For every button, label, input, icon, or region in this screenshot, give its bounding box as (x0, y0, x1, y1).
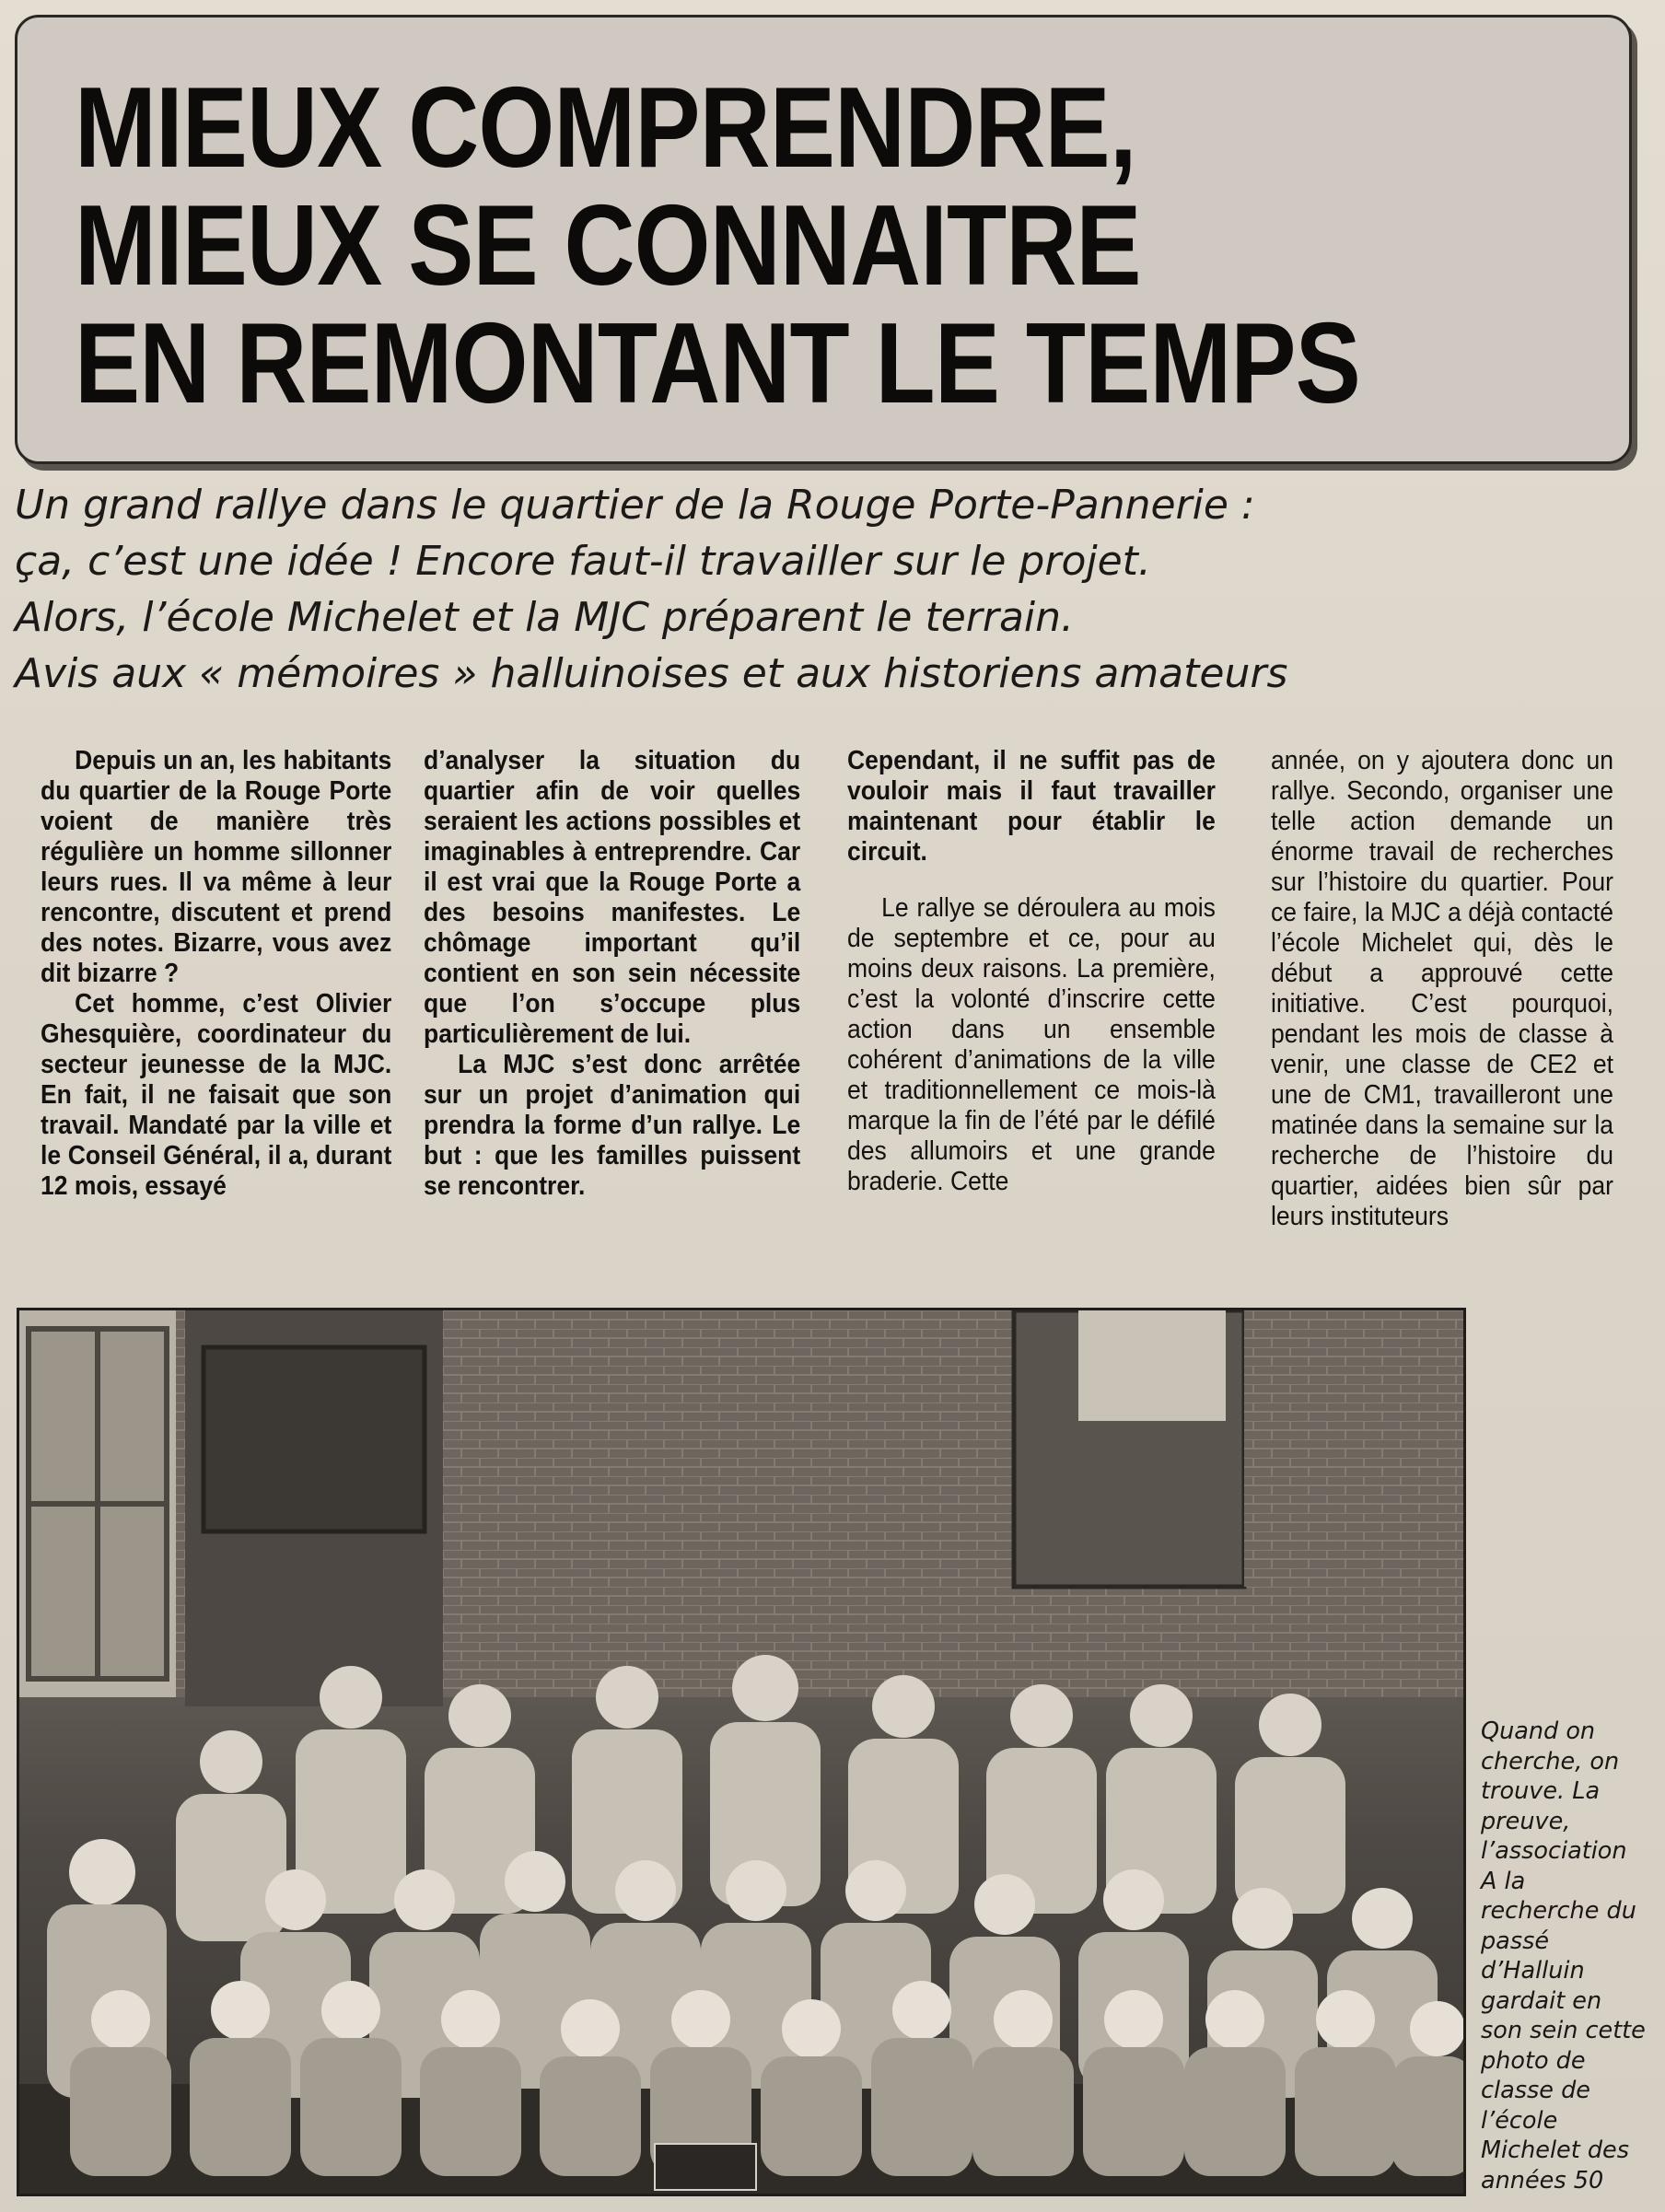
caption-line: gardait en (1481, 1986, 1602, 2015)
headline (75, 64, 1405, 427)
caption-line: l’école (1481, 2106, 1558, 2135)
class-photo-image (17, 1308, 1466, 2196)
caption-line: passé (1481, 1927, 1550, 1955)
article-column-2 (424, 746, 800, 1271)
column-paragraph: La MJC s’est donc arrêtée sur un projet d’animation qui prendra la forme d’un rallye. Le but : que les familles puissent se rencontrer. (424, 1050, 801, 1201)
caption-line: recherche du (1481, 1897, 1636, 1925)
caption-line: classe de (1481, 2077, 1590, 2104)
caption-line: Michelet des (1481, 2136, 1629, 2164)
column-paragraph: Le rallye se déroulera au mois de septembre et ce, pour au moins deux raisons. La première, c’est la volonté d’inscrire cette action dans un ensemble cohérent d’animations de la ville et traditionnellement ce mois-là marque la fin de l’été par le défilé des allumoirs et une grande braderie. Cette (847, 893, 1216, 1196)
caption-line: preuve, (1481, 1807, 1571, 1835)
lead-line-2: ça, c’est une idée ! Encore faut-il travailler sur le projet. (15, 538, 1151, 585)
caption-line: cherche, on (1481, 1747, 1620, 1775)
caption-line: photo de (1481, 2046, 1586, 2075)
column-paragraph: Depuis un an, les habitants du quartier de la Rouge Porte voient de manière très régulière un homme sillonner leurs rues. Il va même à leur rencontre, discutent et prend des notes. Bizarre, vous avez dit bizarre ? (41, 746, 392, 988)
article-column-1 (41, 746, 391, 1271)
lead-paragraph (15, 477, 1654, 702)
caption-line: d’Halluin (1481, 1957, 1585, 1985)
caption-line: trouve. La (1481, 1777, 1601, 1805)
caption-line: années 50 (1481, 2166, 1604, 2195)
caption-line: son sein cette (1481, 2017, 1646, 2044)
headline-box (15, 15, 1632, 464)
caption-line: Quand on (1481, 1717, 1596, 1745)
photo-caption (1481, 1717, 1656, 2195)
caption-line: A la (1481, 1867, 1526, 1895)
headline-line-1: MIEUX COMPRENDRE, (75, 64, 1136, 192)
lead-line-1: Un grand rallye dans le quartier de la Rouge Porte-Pannerie : (15, 482, 1255, 529)
class-photo-drawing (19, 1310, 1466, 2196)
article-column-3 (847, 746, 1216, 1271)
headline-line-2: MIEUX SE CONNAITRE (75, 182, 1141, 309)
caption-line: l’association (1481, 1837, 1627, 1865)
lead-line-4: Avis aux « mémoires » halluinoises et aux historiens amateurs (15, 650, 1288, 697)
lead-line-3: Alors, l’école Michelet et la MJC préparent le terrain. (15, 594, 1075, 641)
column-paragraph: Cependant, il ne suffit pas de vouloir mais il faut travailler maintenant pour établir le circuit. (847, 746, 1216, 867)
column-paragraph: année, on y ajoutera donc un rallye. Secondo, organiser une telle action demande un énorme travail de recherches sur l’histoire du quartier. Pour ce faire, la MJC a déjà contacté l’école Michelet qui, dès le début a approuvé cette initiative. C’est pourquoi, pendant les mois de classe à venir, une classe de CE2 et une de CM1, travailleront une matinée dans la semaine sur la recherche de l’histoire du quartier, aidées bien sûr par leurs instituteurs (1271, 746, 1613, 1231)
column-paragraph: d’analyser la situation du quartier afin de voir quelles seraient les actions possibles et imaginables à entreprendre. Car il est vrai que la Rouge Porte a des besoins manifestes. Le chômage important qu’il contient en son sein nécessite que l’on s’occupe plus particulièrement de lui. (424, 746, 801, 1049)
article-column-4 (1271, 746, 1613, 1271)
headline-line-3: EN REMONTANT LE TEMPS (75, 300, 1360, 427)
column-paragraph: Cet homme, c’est Olivier Ghesquière, coordinateur du secteur jeunesse de la MJC. En fait, il ne faisait que son travail. Mandaté par la ville et le Conseil Général, il a, durant 12 mois, essayé (41, 989, 392, 1201)
